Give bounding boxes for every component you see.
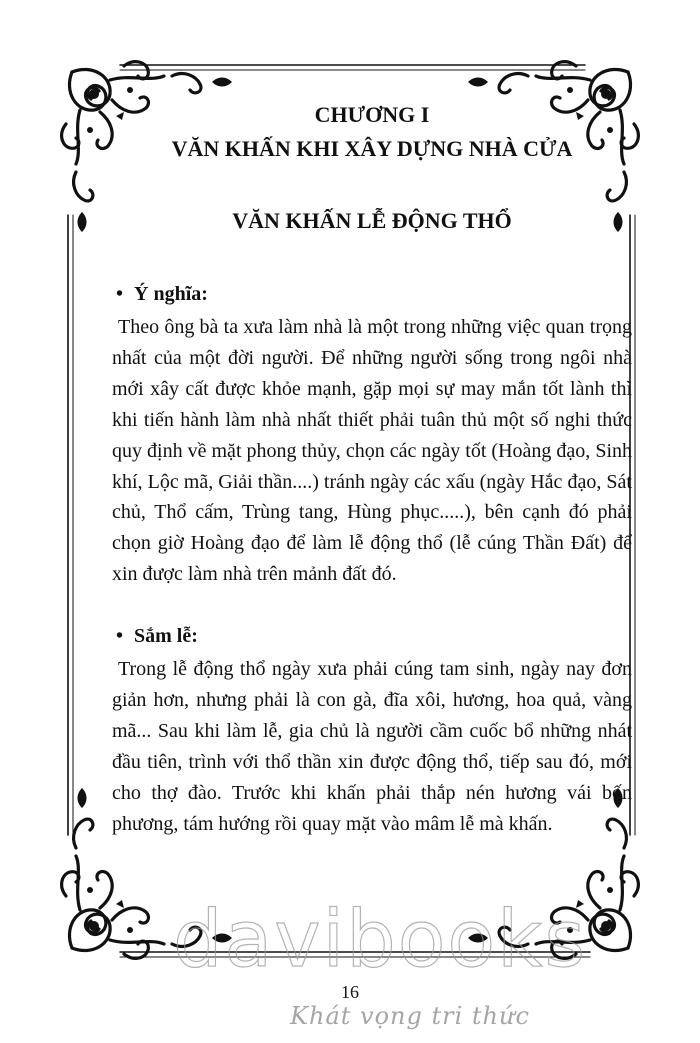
watermark-slogan: Khát vọng tri thức bbox=[290, 1002, 530, 1030]
chapter-heading bbox=[112, 98, 632, 166]
section-heading-label: Sắm lễ: bbox=[134, 625, 198, 647]
section-heading-offerings bbox=[116, 622, 198, 650]
paragraph-offerings: Trong lễ động thổ ngày xưa phải cúng tam sinh, ngày nay đơn giản hơn, nhưng phải là con gà, đĩa xôi, hương, hoa quả, vàng mã... Sau khi làm lễ, gia chủ là người cầm cuốc bổ những nhát đầu tiên, trình với thổ thần xin được động thổ, tiếp sau đó, mới cho thợ đào. Trước khi khấn phải thắp nén hương vái bốn phương, tám hướng rồi quay mặt vào mâm lễ mà khấn. bbox=[112, 658, 632, 835]
paragraph-meaning: Theo ông bà ta xưa làm nhà là một trong những việc quan trọng nhất của một đời người. Để những người sống trong ngôi nhà mới xây cất được khỏe mạnh, gặp mọi sự may mắn tốt lành thì khi tiến hành làm nhà nhất thiết phải tuân thủ một số nghi thức quy định về mặt phong thủy, chọn các ngày tốt (Hoàng đạo, Sinh khí, Lộc mã, Giải thần....) tránh ngày các xấu (ngày Hắc đạo, Sát chủ, Thổ cấm, Trùng tang, Hùng phục.....), bên cạnh đó phải chọn giờ Hoàng đạo để làm lễ động thổ (lễ cúng Thần Đất) để xin được làm nhà trên mảnh đất đó. bbox=[112, 316, 632, 586]
watermark-brand: davibooks bbox=[173, 895, 587, 985]
bullet-dot-icon: • bbox=[116, 283, 124, 305]
section-title: VĂN KHẤN LỄ ĐỘNG THỔ bbox=[232, 208, 512, 233]
bullet-dot-icon: • bbox=[116, 625, 124, 647]
section-heading-label: Ý nghĩa: bbox=[134, 283, 208, 305]
chapter-number: CHƯƠNG I bbox=[314, 102, 430, 127]
section-heading-meaning bbox=[116, 280, 208, 308]
chapter-title: VĂN KHẤN KHI XÂY DỰNG NHÀ CỬA bbox=[171, 136, 573, 161]
page-number: 16 bbox=[341, 982, 359, 1002]
